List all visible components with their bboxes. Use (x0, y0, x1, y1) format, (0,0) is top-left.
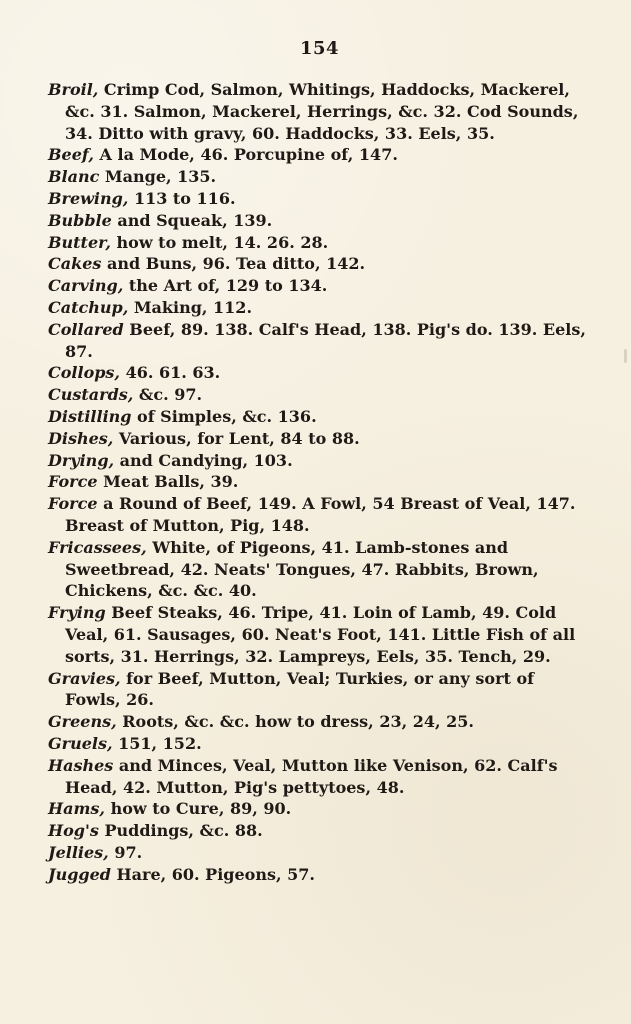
entry-headword: Catchup, (48, 297, 129, 317)
entry-details: and Squeak, 139. (111, 210, 273, 230)
entry-headword: Collops, (48, 363, 120, 383)
entry-details: of Simples, &c. 136. (131, 406, 317, 426)
index-entry (48, 668, 591, 712)
index-entry (48, 166, 591, 188)
entry-details: and Candying, 103. (114, 450, 293, 470)
entry-details: Puddings, &c. 88. (98, 821, 263, 841)
index-entry (48, 820, 591, 842)
entry-details: Roots, &c. &c. how to dress, 23, 24, 25. (116, 712, 474, 732)
entry-headword: Brewing, (48, 188, 129, 208)
entry-headword: Force (48, 494, 98, 514)
entry-details: Mange, 135. (99, 167, 217, 187)
entry-headword: Jellies, (48, 842, 109, 862)
index-entry (48, 711, 591, 733)
entry-headword: Fricassees, (48, 537, 147, 557)
index-entry (48, 319, 591, 363)
entry-headword: Distilling (48, 406, 132, 426)
index-entry (48, 406, 591, 428)
entry-headword: Beef, (48, 145, 94, 165)
entry-headword: Collared (48, 319, 124, 339)
entry-details: the Art of, 129 to 134. (123, 276, 328, 296)
entry-headword: Force (48, 472, 98, 492)
entry-details: Making, 112. (128, 297, 253, 317)
entry-details: 151, 152. (112, 733, 202, 753)
index-entry (48, 493, 591, 537)
entry-headword: Carving, (48, 276, 124, 296)
index-entry (48, 384, 591, 406)
entry-headword: Blanc (48, 167, 100, 187)
entry-details: A la Mode, 46. Porcupine of, 147. (93, 145, 398, 165)
entry-details: &c. 97. (133, 385, 203, 405)
index-entry (48, 428, 591, 450)
entry-details: how to melt, 14. 26. 28. (110, 232, 329, 252)
index-entry (48, 537, 591, 602)
entry-headword: Frying (48, 603, 106, 623)
entry-headword: Custards, (48, 385, 134, 405)
entry-headword: Hog's (48, 821, 99, 841)
index-entry (48, 842, 591, 864)
index-entry (48, 864, 591, 886)
index-entry (48, 798, 591, 820)
index-entry (48, 755, 591, 799)
page-number: 154 (299, 38, 340, 59)
index-entry-list (48, 79, 591, 885)
entry-headword: Greens, (48, 712, 117, 732)
index-entry (48, 232, 591, 254)
index-entry (48, 602, 591, 667)
index-entry (48, 471, 591, 493)
index-entry (48, 733, 591, 755)
entry-details: White, of Pigeons, 41. Lamb-stones and Sweetbread, 42. Neats' Tongues, 47. Rabbits, Brown, Chickens, &c. &c. 40. (65, 537, 539, 601)
entry-details: 97. (108, 842, 143, 862)
entry-headword: Cakes (48, 254, 102, 274)
entry-details: Meat Balls, 39. (97, 472, 239, 492)
entry-details: Crimp Cod, Salmon, Whitings, Haddocks, Mackerel, &c. 31. Salmon, Mackerel, Herrings, &c. 32. Cod Sounds, 34. Ditto with gravy, 60. Haddocks, 33. Eels, 35. (65, 80, 579, 143)
entry-details: a Round of Beef, 149. A Fowl, 54 Breast of Veal, 147. Breast of Mutton, Pig, 148. (65, 494, 576, 535)
entry-details: 113 to 116. (128, 188, 236, 208)
index-entry (48, 188, 591, 210)
entry-details: Hare, 60. Pigeons, 57. (110, 864, 315, 884)
entry-headword: Gravies, (48, 668, 121, 688)
entry-details: and Buns, 96. Tea ditto, 142. (101, 254, 366, 274)
entry-headword: Hams, (48, 799, 105, 819)
paper-mark (624, 349, 627, 363)
entry-headword: Dishes, (48, 428, 114, 448)
entry-headword: Butter, (48, 232, 111, 252)
entry-details: for Beef, Mutton, Veal; Turkies, or any sort of Fowls, 26. (65, 668, 535, 710)
entry-headword: Jugged (48, 864, 111, 884)
entry-details: Various, for Lent, 84 to 88. (113, 428, 360, 448)
index-entry (48, 362, 591, 384)
entry-headword: Broil, (48, 80, 99, 99)
index-entry (48, 144, 591, 166)
index-entry (48, 210, 591, 232)
entry-details: 46. 61. 63. (120, 363, 221, 383)
index-entry (48, 275, 591, 297)
entry-details: Beef Steaks, 46. Tripe, 41. Loin of Lamb, 49. Cold Veal, 61. Sausages, 60. Neat's Foot, 141. Little Fish of all sorts, 31. Herrings, 32. Lampreys, Eels, 35. Tench, 29. (65, 603, 576, 666)
index-entry (48, 450, 591, 472)
entry-headword: Hashes (48, 755, 114, 775)
entry-headword: Drying, (48, 450, 115, 470)
index-entry (48, 79, 591, 144)
entry-headword: Gruels, (48, 733, 113, 753)
entry-details: how to Cure, 89, 90. (105, 799, 292, 819)
entry-details: and Minces, Veal, Mutton like Venison, 62. Calf's Head, 42. Mutton, Pig's pettytoes, 48. (65, 755, 558, 797)
index-entry (48, 253, 591, 275)
index-entry (48, 297, 591, 319)
entry-details: Beef, 89. 138. Calf's Head, 138. Pig's do. 139. Eels, 87. (65, 319, 586, 361)
entry-headword: Bubble (48, 210, 112, 230)
